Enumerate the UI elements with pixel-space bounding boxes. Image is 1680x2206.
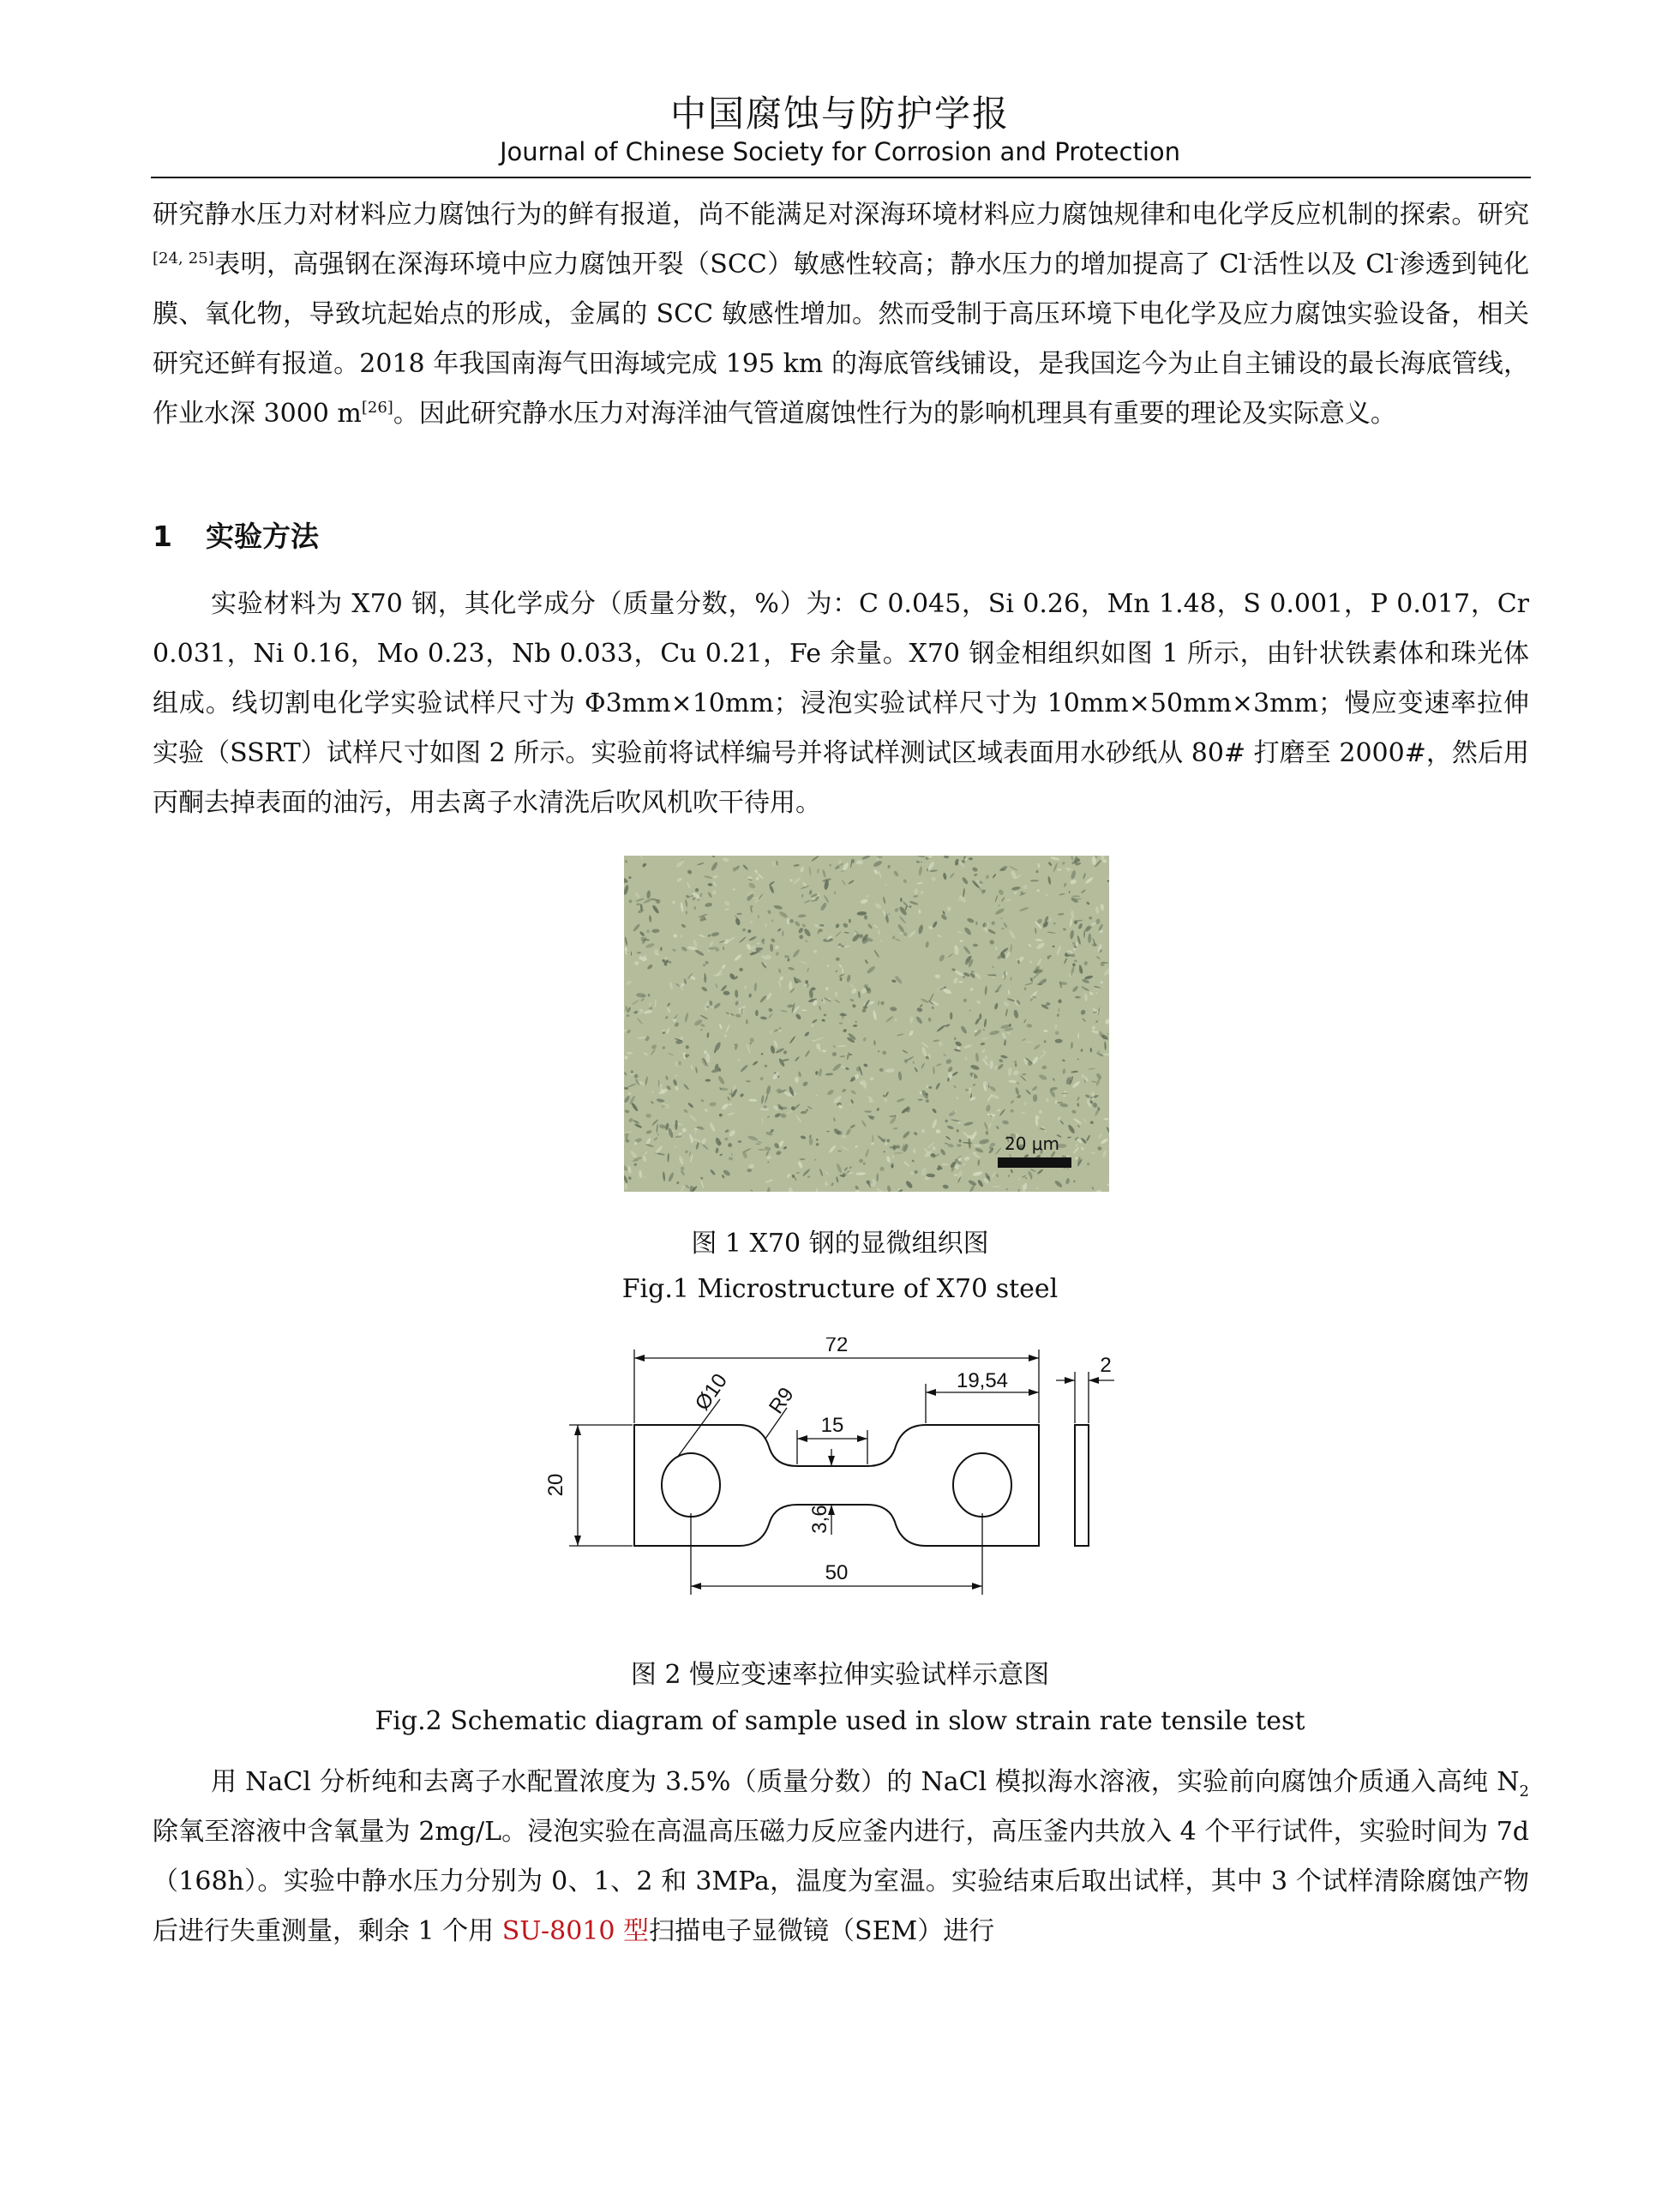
citation-26[interactable]: [26] <box>361 399 393 417</box>
micro-grain <box>837 1151 842 1152</box>
citation-24-25[interactable]: [24, 25] <box>153 249 214 267</box>
right-hole <box>953 1453 1011 1517</box>
dim-width: 20 <box>544 1473 567 1497</box>
journal-title-cn: 中国腐蚀与防护学报 <box>669 93 1010 135</box>
chloride-charge: - <box>1393 249 1399 267</box>
micro-grain <box>993 1186 1001 1187</box>
dim-total-length: 72 <box>825 1337 849 1356</box>
micro-grain <box>957 1144 962 1146</box>
dim-thickness: 2 <box>1100 1354 1112 1377</box>
scale-bar <box>998 1157 1071 1168</box>
micro-grain <box>918 1099 922 1101</box>
solution-text: 扫描电子显微镜（SEM）进行 <box>649 1916 995 1946</box>
micro-grain <box>800 1158 806 1160</box>
dim-fillet-radius: R9 <box>764 1383 799 1419</box>
figure2-caption-en: Fig.2 Schematic diagram of sample used in slow strain rate tensile test <box>375 1706 1305 1736</box>
solution-text: 用 NaCl 分析纯和去离子水配置浓度为 3.5%（质量分数）的 NaCl 模拟海水溶液，实验前向腐蚀介质通入高纯 N <box>211 1767 1520 1797</box>
sem-model-highlight: SU-8010 型 <box>501 1916 650 1946</box>
intro-paragraph <box>153 190 1529 439</box>
figure2-caption-cn: 图 2 慢应变速率拉伸实验试样示意图 <box>630 1660 1050 1690</box>
header-divider <box>151 177 1531 178</box>
intro-text: 。因此研究静水压力对海洋油气管道腐蚀性行为的影响机理具有重要的理论及实际意义。 <box>393 399 1396 429</box>
left-hole <box>662 1453 720 1517</box>
nitrogen-subscript: 2 <box>1519 1782 1529 1800</box>
micro-grain <box>809 1138 813 1145</box>
micro-grain <box>686 911 687 914</box>
micro-grain <box>747 1169 752 1172</box>
intro-text: 表明，高强钢在深海环境中应力腐蚀开裂（SCC）敏感性较高；静水压力的增加提高了 Cl <box>213 249 1248 280</box>
micro-grain <box>950 1013 952 1020</box>
dim-hole-spacing: 50 <box>825 1561 849 1584</box>
scale-bar-label: 20 μm <box>1005 1133 1060 1154</box>
dim-end-length: 19,54 <box>956 1369 1009 1392</box>
journal-title-en: Journal of Chinese Society for Corrosion and Protection <box>499 137 1181 166</box>
figure1-caption-cn: 图 1 X70 钢的显微组织图 <box>691 1229 989 1259</box>
section-title: 实验方法 <box>206 520 319 553</box>
micro-grain <box>967 1135 975 1139</box>
dim-gauge-length: 15 <box>820 1414 844 1437</box>
micro-grain <box>645 1114 651 1118</box>
micro-grain <box>900 898 902 902</box>
micro-grain <box>1071 895 1080 897</box>
solution-paragraph <box>153 1758 1529 1957</box>
micro-grain <box>746 1019 748 1025</box>
micro-grain <box>636 903 640 905</box>
chloride-charge: - <box>1247 249 1253 267</box>
dim-hole-diameter: Ø10 <box>690 1369 732 1416</box>
micro-grain <box>648 994 651 997</box>
tensile-specimen-diagram <box>514 1337 1131 1620</box>
methods-paragraph: 实验材料为 X70 钢，其化学成分（质量分数，%）为：C 0.045，Si 0.26，Mn 1.48，S 0.001，P 0.017，Cr 0.031，Ni 0.16，Mo 0.23，Nb 0.033，Cu 0.21，Fe 余量。X70 钢金相组织如图 1 所示，由针状铁素体和珠光体组成。线切割电化学实验试样尺寸为 Φ3mm×10mm；浸泡实验试样尺寸为 10mm×50mm×3mm；慢应变速率拉伸实验（SSRT）试样尺寸如图 2 所示。实验前将试样编号并将试样测试区域表面用水砂纸从 80# 打磨至 2000#，然后用丙酮去掉表面的油污，用去离子水清洗后吹风机吹干待用。 <box>153 589 1529 818</box>
side-view <box>1075 1425 1089 1546</box>
section-number: 1 <box>153 520 172 553</box>
intro-text: 渗透到钝化膜、氧化物，导致坑起始点的形成，金属的 SCC 敏感性增加。然而受制于高压环境下电化学及应力腐蚀实验设备，相关研究还鲜有报道。2018 年我国南海气田海域完成 195 km 的海底管线铺设，是我国迄今为止自主铺设的最长海底管线，作业水深 3000 m <box>153 249 1530 429</box>
intro-text: 研究静水压力对材料应力腐蚀行为的鲜有报道，尚不能满足对深海环境材料应力腐蚀规律和电化学反应机制的探索。研究 <box>153 200 1529 230</box>
figure1-caption-en: Fig.1 Microstructure of X70 steel <box>621 1274 1059 1304</box>
solution-text: 除氧至溶液中含氧量为 2mg/L。浸泡实验在高温高压磁力反应釜内进行，高压釜内共放入 4 个平行试件，实验时间为 7d（168h）。实验中静水压力分别为 0、1、2 和 3MPa，温度为室温。实验结束后取出试样，其中 3 个试样清除腐蚀产物后进行失重测量，剩余 1 个用 <box>153 1817 1529 1946</box>
section-heading <box>153 514 319 555</box>
micro-grain <box>973 944 978 947</box>
intro-text: 活性以及 Cl <box>1252 249 1394 280</box>
specimen-outline <box>634 1425 1039 1546</box>
dim-gauge-width: 3,6 <box>808 1505 831 1534</box>
micro-grain <box>838 859 843 867</box>
